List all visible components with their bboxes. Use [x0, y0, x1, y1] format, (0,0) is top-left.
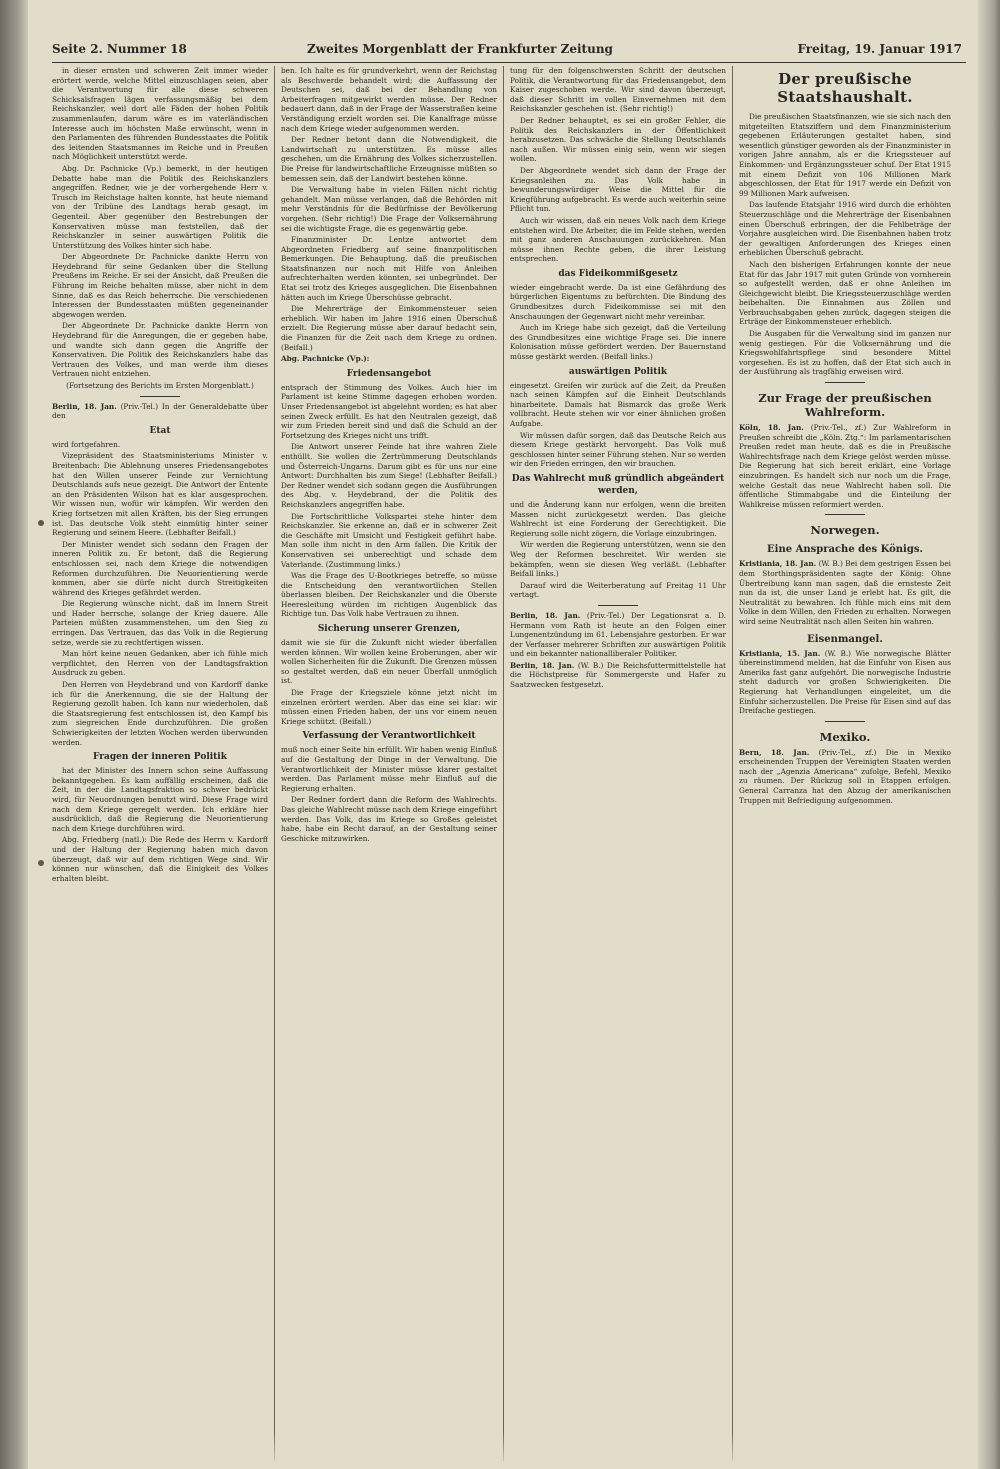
paragraph: Die Fortschrittliche Volkspartei stehe hinter dem Reichskanzler. Sie erkenne an, daß er in schwerer Zeit die Geschäfte mit Umsicht und Festigkeit geführt habe. Man solle ihm nicht in den Arm fallen. Die Kritik der Konservativen sei unberechtigt und schade dem Vaterlande. (Zustimmung links.)	[281, 511, 497, 569]
issue-date: Freitag, 19. Januar 1917	[797, 42, 962, 56]
paragraph: Die Frage der Kriegsziele könne jetzt nicht im einzelnen erörtert werden. Aber das eine sei klar: wir müssen einen Frieden haben, der uns vor einem neuen Kriege schützt. (Beifall.)	[281, 688, 497, 726]
news-text: Wie norwegische Blätter übereinstimmend melden, hat die Einfuhr von Eisen aus Amerika fast ganz aufgehört. Die norwegische Industrie steht dadurch vor großen Schwierigkeiten. Die Regierung hat Verhandlungen eingeleitet, um die Einfuhr sicherzustellen. Die Preise für Eisen sind auf das Dreifache gestiegen.	[739, 648, 951, 716]
column-rule	[274, 66, 275, 1461]
divider	[825, 382, 865, 383]
headline-staatshaushalt: Der preußische Staatshaushalt.	[777, 70, 913, 106]
paragraph: Die Ausgaben für die Verwaltung sind im ganzen nur wenig gestiegen. Für die Volksernährung und die Kriegswohlfahrtspflege sind besondere Mittel vorgesehen. Es ist zu hoffen, daß der Etat sich auch in der Ausführung als tragfähig erweisen wird.	[739, 329, 951, 377]
dateline-source: (W. B.)	[824, 648, 852, 658]
news-item	[510, 611, 726, 659]
scan-edge-left	[0, 0, 28, 1469]
paragraph: Der Redner behauptet, es sei ein großer Fehler, die Politik des Reichskanzlers in der Öffentlichkeit herabzusetzen. Das schwäche die Stellung Deutschlands nach außen. Wir müssen einig sein, wenn wir siegen wollen.	[510, 115, 726, 164]
section-heading: auswärtigen Politik	[568, 366, 668, 377]
subheadline-koenig: Eine Ansprache des Königs.	[767, 544, 923, 556]
headline-wahlreform: Zur Frage der preußischen Wahlreform.	[758, 391, 932, 420]
paragraph: Wir werden die Regierung unterstützen, wenn sie den Weg der Reformen beschreitet. Wir werden sie bekämpfen, wenn sie diesen Weg verläßt. (Lebhafter Beifall links.)	[510, 540, 726, 579]
news-text: Zur Wahlreform in Preußen schreibt die „Köln. Ztg.“: Im parlamentarischen Preußen redet man heute, daß es die in Preußische Wahlrechtsfrage nach dem Kriege gelöst werden müsse. Die Regierung hat sich bereit erklärt, eine Vorlage einzubringen. Es handelt sich nur noch um die Frage, welche Gestalt das neue Wahlrecht haben soll. Die öffentliche Stimmabgabe und die Einteilung der Wahlkreise müssen reformiert werden.	[739, 423, 951, 509]
paragraph: Der Redner fordert dann die Reform des Wahlrechts. Das gleiche Wahlrecht müsse nach dem Kriege eingeführt werden. Das Volk, das im Kriege so Großes geleistet habe, habe ein Recht darauf, an der Gestaltung seiner Geschicke mitzuwirken.	[281, 795, 497, 843]
masthead	[52, 40, 966, 63]
dateline-place: Köln, 18. Jan.	[739, 423, 804, 433]
dateline-place: Berlin, 18. Jan.	[52, 401, 117, 411]
divider	[825, 514, 865, 515]
section-heading: Fragen der inneren Politik	[93, 752, 227, 763]
paragraph: wird fortgefahren.	[52, 439, 121, 449]
news-item	[739, 748, 951, 806]
section-heading: Etat	[149, 425, 171, 436]
paragraph: hat der Minister des Innern schon seine Auffassung bekanntgegeben. Es kam auffällig erscheinen, daß die Zeit, in der die Landtagsfraktion so schwer bedrückt wird, für Neuordnungen benutzt wird. Diese Frage wird nach dem Kriege geregelt werden. Ich erkläre hier ausdrücklich, daß die Regierung die Neuorientierung nach dem Kriege durchführen wird.	[52, 766, 268, 833]
dateline-place: Kristiania, 18. Jan.	[739, 559, 817, 569]
dateline-place: Bern, 18. Jan.	[739, 747, 810, 757]
paragraph: in dieser ernsten und schweren Zeit immer wieder erörtert werde, welche Mittel einzuschlagen seien, aber die Verantwortung für alle diese schweren Schicksalsfragen lägen verfassungsmäßig bei dem Reichskanzler, weil dort alle Fäden der hohen Politik zusammenlaufen, darum wäre es im vaterländischen Interesse auch im höchsten Maße erwünscht, wenn in den Parlamenten des führenden Bundesstaates die Politik des leitenden Staatsmannes im Reiche und in Preußen nach Möglichkeit unterstützt werde.	[52, 66, 268, 162]
divider	[825, 721, 865, 722]
paragraph: Die Mehrerträge der Einkommensteuer seien erheblich. Wir haben im Jahre 1916 einen Überschuß erzielt. Die Regierung müsse aber darauf bedacht sein, die Finanzen für die Zeit nach dem Kriege zu ordnen. (Beifall.)	[281, 304, 497, 352]
paragraph: Wir müssen dafür sorgen, daß das Deutsche Reich aus diesem Kriege gestärkt hervorgeht. Das Volk muß geschlossen hinter seiner Führung stehen. Nur so werden wir den Frieden erringen, den wir brauchen.	[510, 430, 726, 469]
paragraph: Abg. Friedberg (natl.): Die Rede des Herrn v. Kardorff und der Haltung der Regierung haben mich davon überzeugt, daß wir auf dem richtigen Wege sind. Wir können nur wünschen, daß die Einigkeit des Volkes erhalten bleibt.	[52, 835, 268, 883]
paragraph: Den Herren von Heydebrand und von Kardorff danke ich für die Anerkennung, die sie der Haltung der Regierung gezollt haben. Ich kann nur wiederholen, daß die Staatsregierung fest entschlossen ist, den Kampf bis zum siegreichen Ende durchzuführen. Die großen Schwierigkeiten der letzten Wochen werden überwunden werden.	[52, 680, 268, 747]
dateline-source: (Priv.-Tel.)	[120, 401, 159, 411]
paragraph: und die Änderung kann nur erfolgen, wenn die breiten Massen nicht zurückgesetzt werden. Das gleiche Wahlrecht ist eine Forderung der Gerechtigkeit. Die Regierung solle nicht zögern, die Vorlage einzubringen.	[510, 499, 726, 538]
column-rule	[732, 66, 733, 1461]
scan-edge-right	[978, 0, 1000, 1469]
paragraph: Vizepräsident des Staatsministeriums Minister v. Breitenbach: Die Ablehnung unseres Friedensangebotes hat den Willen unserer Feinde zur Vernichtung Deutschlands aufs neue gezeigt. Die Antwort der Entente an den Präsidenten Wilson hat es klar ausgesprochen. Wir wissen nun, wofür wir kämpfen. Wir werden den Krieg fortsetzen mit allen Kräften, bis der Sieg errungen ist. Das deutsche Volk steht einmütig hinter seiner Regierung und seinem Heere. (Lebhafter Beifall.)	[52, 451, 268, 538]
paragraph: Die preußischen Staatsfinanzen, wie sie sich nach den mitgeteilten Etatsziffern und dem Finanzministerium gegebenen Erläuterungen gestaltet haben, sind wesentlich günstiger geworden als der Finanzminister in vorigen Jahre annahm, als er die Kriegssteuer auf Einkommen- und Ergänzungssteuer schuf. Der Etat 1915 mit einem Defizit von 106 Millionen Mark abgeschlossen, der Etat für 1917 werde ein Defizit von 99 Millionen Mark aufweisen.	[739, 112, 951, 198]
paragraph: Abg. Dr. Pachnicke (Vp.) bemerkt, in der heutigen Debatte habe man die Politik des Reichskanzlers angegriffen. Redner, wie je der vorhergehende Herr v. Trusch im Reichstage halten konnte, hat heute niemand von der Tribüne des Landtags herab gesagt, im Gegenteil. Aber gegenüber den Bestrebungen der Konservativen müsse man feststellen, daß der Reichskanzler in seiner auswärtigen Politik die Unterstützung des Volkes hinter sich habe.	[52, 163, 268, 250]
section-heading: Das Wahlrecht muß gründlich abgeändert werden,	[511, 473, 725, 496]
paragraph: Was die Frage des U-Bootkrieges betreffe, so müsse die Entscheidung den verantwortlichen Stellen überlassen bleiben. Der Reichskanzler und die Oberste Heeresleitung würden im richtigen Augenblick das Richtige tun. Das Volk habe Vertrauen zu ihnen.	[281, 571, 497, 619]
continuation-note: (Fortsetzung des Berichts im Ersten Morgenblatt.)	[66, 381, 254, 390]
news-item	[510, 661, 726, 690]
headline-norwegen: Norwegen.	[810, 523, 880, 538]
column-rule	[503, 66, 504, 1461]
divider	[598, 605, 638, 606]
page-number: Seite 2. Nummer 18	[52, 42, 187, 56]
paragraph: Der Redner betont dann die Notwendigkeit, die Landwirtschaft zu unterstützen. Es müsse alles geschehen, um die Ernährung des Volkes sicherzustellen. Die Preise für landwirtschaftliche Erzeugnisse müßten so bemessen sein, daß der Landwirt bestehen könne.	[281, 135, 497, 183]
paragraph: eingesetzt. Greifen wir zurück auf die Zeit, da Preußen nach seinen Kämpfen auf die Einheit Deutschlands hinarbeitete. Damals hat Bismarck das große Werk vollbracht. Heute stehen wir vor einer ähnlichen großen Aufgabe.	[510, 380, 726, 428]
dateline-source: (W. B.)	[818, 559, 843, 569]
dateline-place: Berlin, 18. Jan.	[510, 610, 581, 620]
paragraph: Der Minister wendet sich sodann den Fragen der inneren Politik zu. Er betont, daß die Regierung entschlossen sei, nach dem Kriege die notwendigen Reformen durchzuführen. Die Neuorientierung werde kommen, aber sie dürfe nicht durch Streitigkeiten während des Krieges gefährdet werden.	[52, 539, 268, 597]
article-columns	[52, 66, 966, 1461]
dateline-source: (Priv.-Tel.)	[586, 610, 625, 620]
column-2	[281, 66, 497, 1461]
newspaper-title: Zweites Morgenblatt der Frankfurter Zeitung	[307, 42, 613, 56]
news-item	[739, 559, 951, 626]
paragraph: Auch im Kriege habe sich gezeigt, daß die Verteilung des Grundbesitzes eine wichtige Frage sei. Die innere Kolonisation müsse gefördert werden. Der Bauernstand müsse gestärkt werden. (Beifall links.)	[510, 323, 726, 362]
paragraph: Der Abgeordnete Dr. Pachnicke dankte Herrn von Heydebrand für seine Gedanken über die Stellung Preußens im Reiche. Er sei der Ansicht, daß Preußen die Führung im Reiche behalten müsse, aber nicht in dem Sinne, daß es das Reich beherrsche. Die verschiedenen Interessen der Bundesstaaten müßten gegeneinander abgewogen werden.	[52, 252, 268, 319]
paragraph: muß noch einer Seite hin erfüllt. Wir haben wenig Einfluß auf die Gestaltung der Dinge in der Verwaltung. Die Verantwortlichkeit der Minister müsse klarer gestaltet werden. Das Parlament müsse mehr Einfluß auf die Regierung erhalten.	[281, 745, 497, 793]
punch-hole	[38, 520, 44, 526]
news-text: Die Reichsfuttermittelstelle hat die Höchstpreise für Sommergerste und Hafer zu Saatzwecken festgesetzt.	[510, 660, 726, 690]
column-4	[739, 66, 951, 1461]
news-item	[739, 423, 951, 509]
dateline-speaker: Abg. Pachnicke (Vp.):	[281, 354, 370, 364]
column-1	[52, 66, 268, 1461]
paragraph: ben. Ich halte es für grundverkehrt, wenn der Reichstag als Beschwerde behandelt wird; die Auffassung der Deutschen sei, daß bei der Behandlung von Arbeiterfragen mitgewirkt werden müsse. Der Redner bedauert dann, daß in der Frage der Wasserstraßen keine Verständigung erzielt worden sei. Die Kanalfrage müsse nach dem Kriege wieder aufgenommen werden.	[281, 66, 497, 133]
divider	[140, 396, 180, 397]
subheadline-eisenmangel: Eisenmangel.	[807, 633, 883, 645]
paragraph: Nach den bisherigen Erfahrungen konnte der neue Etat für das Jahr 1917 mit guten Gründe von vornherein so aufgestellt werden, daß er ohne Anleihen im Gleichgewicht bleibt. Die Kriegssteuerzuschläge werden beibehalten. Die Einnahmen aus Zöllen und Verbrauchsabgaben gehen zurück, dagegen steigen die Erträge der Einkommensteuer erheblich.	[739, 259, 951, 327]
news-text: Die in Mexiko erscheinenden Truppen der Vereinigten Staaten werden nach der „Agenzia Americana“ zufolge, Befehl, Mexiko zu räumen. Der Rückzug soll in Etappen erfolgen. General Carranza hat den Abzug der amerikanischen Truppen mit Befriedigung aufgenommen.	[739, 747, 951, 805]
headline-mexiko: Mexiko.	[819, 729, 871, 744]
punch-hole	[38, 860, 44, 866]
dateline-text: In der Generaldebatte über den	[52, 401, 268, 421]
section-heading: Verfassung der Verantwortlichkeit	[302, 731, 476, 742]
paragraph: Die Regierung wünsche nicht, daß im Innern Streit und Hader herrsche, solange der Krieg dauere. Alle Parteien müßten zusammenstehen, um den Sieg zu erringen. Das Vertrauen, das das Volk in die Regierung setze, werde sie zu rechtfertigen wissen.	[52, 599, 268, 647]
section-heading: Sicherung unserer Grenzen,	[317, 624, 461, 635]
dateline	[281, 354, 497, 364]
news-text: Bei dem gestrigen Essen bei dem Storthingspräsidenten sagte der König: Ohne Übertreibung kann man sagen, daß die ernsteste Zeit nun da ist, die unser Land je erlebt hat. Es gilt, die Neutralität zu bewahren. Ich fühle mich eins mit dem Volke in dem Willen, den Frieden zu erhalten. Norwegen wird seine Neutralität nach allen Seiten hin wahren.	[739, 559, 951, 626]
news-item	[739, 649, 951, 716]
paragraph: tung für den folgenschwersten Schritt der deutschen Politik, die Verantwortung für das Friedensangebot, dem Kaiser zugeschoben werde. Wir sind davon überzeugt, daß dieser Schritt im vollen Einvernehmen mit dem Reichskanzler geschehen ist. (Sehr richtig!)	[510, 66, 726, 114]
paragraph: Darauf wird die Weiterberatung auf Freitag 11 Uhr vertagt.	[510, 580, 726, 600]
paragraph: entsprach der Stimmung des Volkes. Auch hier im Parlament ist keine Stimme dagegen erhoben worden. Unser Friedensangebot ist abgelehnt worden; es hat aber seinen Zweck erfüllt. Es hat den Neutralen gezeigt, daß wir zum Frieden bereit sind und daß die Schuld an der Fortsetzung des Krieges nicht uns trifft.	[281, 382, 497, 440]
section-heading: Friedensangebot	[346, 368, 432, 379]
dateline	[52, 402, 268, 421]
paragraph: Der Abgeordnete wendet sich dann der Frage der Kriegsanleihen zu. Das Volk habe in bewunderungswürdiger Weise die Mittel für die Kriegführung aufgebracht. Es werde auch weiterhin seine Pflicht tun.	[510, 165, 726, 214]
dateline-place: Berlin, 18. Jan.	[510, 660, 575, 670]
column-3	[510, 66, 726, 1461]
paragraph: Das laufende Etatsjahr 1916 wird durch die erhöhten Steuerzuschläge und die Mehrerträge der Eisenbahnen einen Überschuß erbringen, der die Fehlbeträge der Vorjahre ausgleichen wird. Die Eisenbahnen haben trotz der gewaltigen Anforderungen des Krieges einen erheblichen Überschuß gebracht.	[739, 200, 951, 258]
paragraph: Man hört keine neuen Gedanken, aber ich fühle mich verpflichtet, den Herren von der Landtagsfraktion Ausdruck zu geben.	[52, 649, 268, 678]
paragraph: Der Abgeordnete Dr. Pachnicke dankte Herrn von Heydebrand für die Anregungen, die er gegeben habe, und wandte sich dann gegen die Angriffe der Konservativen. Die Politik des Reichskanzlers habe das Vertrauen des Volkes, und man werde ihm dieses Vertrauen nicht entziehen.	[52, 321, 268, 379]
paragraph: Auch wir wissen, daß ein neues Volk nach dem Kriege entstehen wird. Die Arbeiter, die im Felde stehen, werden mit ganz anderen Anschauungen zurückkehren. Man müsse ihnen Rechte geben, die ihrer Leistung entsprechen.	[510, 215, 726, 264]
paragraph: damit wie sie für die Zukunft nicht wieder überfallen werden können. Wir wollen keine Eroberungen, aber wir wollen Sicherheiten für die Zukunft. Die Grenzen müssen so gestaltet werden, daß ein neuer Überfall unmöglich ist.	[281, 638, 497, 686]
paragraph: Die Verwaltung habe in vielen Fällen nicht richtig gehandelt. Man müsse verlangen, daß die Behörden mit mehr Verständnis für die Bedürfnisse der Bevölkerung vorgehen. (Sehr richtig!) Die Frage der Volksernährung sei die wichtigste Frage, die es gegenwärtig gebe.	[281, 185, 497, 233]
paragraph: Finanzminister Dr. Lentze antwortet dem Abgeordneten Friedberg auf seine finanzpolitischen Bemerkungen. Die Behauptung, daß die preußischen Staatsfinanzen nur noch mit Hilfe von Anleihen aufrechterhalten werden könnten, sei unbegründet. Der Etat sei trotz des Krieges ausgeglichen. Die Eisenbahnen hätten auch im Kriege Überschüsse gebracht.	[281, 235, 497, 302]
section-heading: das Fideikommißgesetz	[558, 268, 678, 279]
dateline-source: (Priv.-Tel., zf.)	[810, 423, 867, 433]
dateline-source: (W. B.)	[577, 660, 604, 670]
news-text: Der Legationsrat a. D. Hermann vom Rath ist heute an den Folgen einer Lungenentzündung im 61. Lebensjahre gestorben. Er war der Verfasser mehrerer Schriften zur auswärtigen Politik und ein bekannter nationalliberaler Politiker.	[510, 610, 726, 659]
dateline-source: (Priv.-Tel., zf.)	[818, 747, 877, 757]
paragraph: wieder eingebracht werde. Da ist eine Gefährdung des bürgerlichen Eigentums zu befürchten. Die Bindung des Grundbesitzes durch Fideikommisse sei mit den Anschauungen der Gegenwart nicht mehr vereinbar.	[510, 282, 726, 321]
paragraph: Die Antwort unserer Feinde hat ihre wahren Ziele enthüllt. Sie wollen die Zertrümmerung Deutschlands und Österreich-Ungarns. Darum gibt es für uns nur eine Antwort: Durchhalten bis zum Siege! (Lebhafter Beifall.) Der Redner wendet sich sodann gegen die Ausführungen des Abg. v. Heydebrand, der die Politik des Reichskanzlers angegriffen habe.	[281, 442, 497, 509]
dateline-place: Kristiania, 15. Jan.	[739, 648, 821, 658]
